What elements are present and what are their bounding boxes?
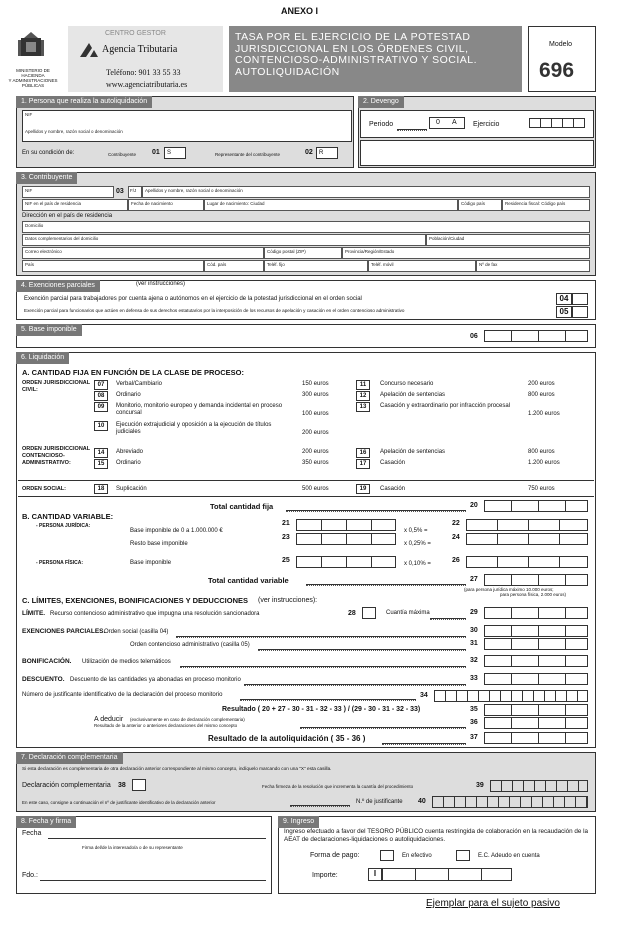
s2-periodo-a: A — [452, 119, 457, 126]
s3-poblacion-label: Población/Ciudad — [429, 236, 465, 241]
civil-right-num-13: 13 — [356, 402, 370, 412]
centro-gestor-box — [68, 26, 223, 92]
s6-total-var-label: Total cantidad variable — [208, 576, 289, 585]
cont-left-label-14: Abreviado — [116, 449, 144, 455]
s4-note: (ver instrucciones) — [136, 281, 186, 287]
s8-fecha-label: Fecha — [22, 830, 42, 837]
s6-19-price: 750 euros — [528, 486, 555, 492]
s7-njust-label: N.º de justificante — [356, 799, 403, 805]
modelo-label: Modelo — [549, 41, 572, 48]
s6-cuantia-dots — [430, 618, 466, 620]
s7-40-field[interactable] — [432, 796, 588, 808]
s3-codpais-field[interactable] — [458, 199, 502, 211]
s3-resfiscal-field[interactable] — [502, 199, 590, 211]
s1-contrib-checkbox[interactable]: S — [164, 147, 186, 159]
s3-codp-field[interactable] — [204, 260, 264, 272]
s6-adeducir-label: A deducir — [94, 716, 124, 723]
s6-34-num: 34 — [420, 692, 428, 699]
section-1-title: 1. Persona que realiza la autoliquidación — [16, 96, 152, 108]
s6-30-field[interactable] — [484, 625, 588, 637]
s9-adeudo-checkbox[interactable] — [456, 850, 470, 861]
s6-29-field[interactable] — [484, 607, 588, 619]
s3-correo-field[interactable] — [22, 247, 264, 259]
s6-36-field[interactable] — [484, 717, 588, 729]
s6-contencioso-label: ORDEN JURISDICCIONAL CONTENCIOSO-ADMINISTRATIVO: — [22, 446, 91, 466]
s6-c-note: (ver instrucciones): — [258, 597, 318, 604]
s7-38-num: 38 — [118, 782, 126, 789]
s6-total-fija-dots — [286, 510, 466, 512]
s1-contrib-label: Contribuyente — [108, 152, 137, 157]
s6-22-num: 22 — [452, 520, 460, 527]
s9-efectivo-checkbox[interactable] — [380, 850, 394, 861]
civil-left-label-09: Monitorio, monitorio europeo y demanda incidental en proceso concursal — [116, 403, 283, 416]
section-6-title: 6. Liquidación — [16, 352, 69, 364]
s7-39-field[interactable] — [490, 780, 588, 792]
s6-28-num: 28 — [348, 610, 356, 617]
coat-of-arms-icon — [18, 30, 44, 60]
s6-pf-label: - PERSONA FÍSICA: — [36, 560, 84, 566]
s6-numjust-dots — [240, 699, 416, 701]
s6-18-num: 18 — [94, 484, 108, 494]
civil-left-label-08: Ordinario — [116, 392, 141, 398]
s6-37-num: 37 — [470, 734, 478, 741]
s6-descuento-label: DESCUENTO. — [22, 676, 65, 683]
s3-cp-label: Código postal (ZIP) — [267, 249, 306, 254]
s6-max-note-2: para persona física, 2.000 euros) — [500, 592, 567, 597]
s3-03-num: 03 — [116, 188, 124, 195]
s6-resauto-dots — [382, 743, 466, 745]
agency-logo-icon — [80, 43, 98, 59]
s3-domicilio-label: Domicilio — [25, 223, 44, 228]
s2-devengo-box — [360, 110, 594, 138]
s6-max-note-1: (para persona jurídica máximo 10.000 euros; — [464, 587, 554, 592]
s6-x010-label: x 0,10% = — [404, 561, 431, 567]
cont-right-num-16: 16 — [356, 448, 370, 458]
s6-adeducir-note-2: Resultado de la anterior o anteriores declaraciones del mismo concepto — [94, 723, 238, 728]
s6-21-num: 21 — [282, 520, 290, 527]
s6-21-field[interactable] — [296, 519, 396, 531]
footer-ejemplar: Ejemplar para el sujeto pasivo — [426, 898, 560, 909]
s6-28-checkbox[interactable] — [362, 607, 376, 619]
s6-divider-2 — [18, 496, 594, 497]
s1-repr-label: Representante del contribuyente — [215, 152, 281, 157]
s6-bonif-text: Utilización de medios telemáticos — [82, 659, 171, 665]
section-7-title: 7. Declaración complementaria — [16, 752, 123, 764]
s6-24-num: 24 — [452, 534, 460, 541]
s6-33-num: 33 — [470, 675, 478, 682]
s3-lugar-label: Lugar de nacimiento: Ciudad — [207, 201, 265, 206]
s3-codpais-label: Código país — [461, 201, 486, 206]
s6-cuantia-label: Cuantía máxima — [386, 610, 430, 616]
s3-prov-field[interactable] — [342, 247, 590, 259]
s3-tmovil-label: Teléf. móvil — [371, 262, 394, 267]
civil-left-num-08: 08 — [94, 391, 108, 401]
s2-ejercicio-field[interactable] — [529, 118, 585, 128]
s6-26-field[interactable] — [466, 556, 588, 568]
centro-gestor-label: CENTRO GESTOR — [105, 30, 166, 37]
s6-descuento-dots — [244, 684, 466, 686]
s9-text: Ingreso efectuado a favor del TESORO PÚBLICO cuenta restringida de colaboración en la recaudación de la AEAT de declaraciones-liquidaciones o autoliquidaciones. — [284, 828, 589, 843]
s4-05-checkbox[interactable] — [572, 306, 588, 318]
s6-exenc1-label: Orden social (casilla 04) — [104, 629, 169, 635]
s6-18-label: Suplicación — [116, 486, 147, 492]
agency-web: www.agenciatributaria.es — [106, 80, 188, 89]
s9-importe-field[interactable] — [382, 868, 512, 881]
civil-left-price-09: 100 euros — [302, 411, 329, 417]
s6-b-title: B. CANTIDAD VARIABLE: — [22, 512, 114, 521]
s6-limite-label: LÍMITE. — [22, 610, 46, 617]
s6-exenc2-label: Orden contencioso administrativo (casilla 05) — [130, 642, 250, 648]
s7-consigne-dots — [290, 805, 350, 807]
cont-right-price-17: 1.200 euros — [528, 460, 560, 466]
cont-left-num-14: 14 — [94, 448, 108, 458]
s6-26-num: 26 — [452, 557, 460, 564]
cont-right-num-17: 17 — [356, 459, 370, 469]
s6-32-field[interactable] — [484, 655, 588, 667]
civil-right-price-11: 200 euros — [528, 381, 555, 387]
s3-tfijo-label: Teléf. fijo — [267, 262, 285, 267]
s6-35-field[interactable] — [484, 704, 588, 716]
civil-left-num-09: 09 — [94, 402, 108, 412]
s8-fdo-label: Fdo.: — [22, 872, 38, 879]
s6-a-title: A. CANTIDAD FIJA EN FUNCIÓN DE LA CLASE DE PROCESO: — [22, 368, 244, 377]
s5-base-field[interactable] — [484, 330, 588, 342]
s3-nif-field[interactable] — [22, 186, 114, 198]
ministry-line-1: MINISTERIO DE HACIENDA — [16, 68, 50, 78]
s6-27-num: 27 — [470, 576, 478, 583]
s3-name-label: Apellidos y nombre, razón social o denominación — [145, 188, 243, 193]
s9-forma-label: Forma de pago: — [310, 852, 360, 859]
civil-right-price-13: 1.200 euros — [528, 411, 560, 417]
civil-left-label-07: Verbal/Cambiario — [116, 381, 163, 387]
cont-right-price-16: 800 euros — [528, 449, 555, 455]
s6-descuento-text: Descuento de las cantidades ya abonadas en proceso monitorio — [70, 677, 241, 683]
s6-23-field[interactable] — [296, 533, 396, 545]
modelo-box — [528, 26, 596, 92]
s6-resto-label: Resto base imponible — [130, 541, 188, 547]
cont-right-label-17: Casación — [380, 460, 406, 466]
cont-right-label-16: Apelación de sentencias — [380, 449, 446, 455]
s4-04-num: 04 — [556, 293, 572, 305]
civil-left-num-10: 10 — [94, 421, 108, 431]
s1-c02-num: 02 — [305, 149, 313, 156]
ministry-line-3: PÚBLICAS — [21, 83, 45, 88]
civil-right-label-13: Casación y extraordinario por infracción procesal — [380, 403, 511, 409]
s6-31-num: 31 — [470, 640, 478, 647]
s6-27-field[interactable] — [484, 574, 588, 586]
s1-condition-label: En su condición de: — [22, 150, 75, 156]
section-9-title: 9. Ingreso — [278, 816, 319, 828]
s3-fax-field[interactable] — [476, 260, 590, 272]
s9-i-box: I — [368, 868, 382, 881]
s6-total-var-dots — [306, 584, 466, 586]
s9-adeudo-label: E.C. Adeudo en cuenta — [478, 853, 540, 859]
civil-left-price-07: 150 euros — [302, 381, 329, 387]
s9-importe-label: Importe: — [312, 872, 338, 879]
s3-cp-field[interactable] — [264, 247, 342, 259]
s7-39-num: 39 — [476, 782, 484, 789]
s3-domicilio-field[interactable] — [22, 221, 590, 233]
s6-c-title: C. LÍMITES, EXENCIONES, BONIFICACIONES Y DEDUCCIONES — [22, 596, 249, 605]
s3-codp-label: Cód. país — [207, 262, 227, 267]
s3-pais-field[interactable] — [22, 260, 204, 272]
s9-efectivo-label: En efectivo — [402, 853, 432, 859]
s6-divider-1 — [18, 480, 594, 481]
s6-22-field[interactable] — [466, 519, 588, 531]
s6-numjust-label: Número de justificante identificativo de la declaración del proceso monitorio — [22, 692, 223, 698]
s7-consigne-label: En este caso, consigne a continuación el nº de justificante identificativo de la declaración anterior — [22, 800, 216, 805]
s3-nifres-label: NIF en el país de residencia — [25, 201, 82, 206]
s6-social-label: ORDEN SOCIAL: — [22, 486, 66, 492]
cont-left-price-14: 200 euros — [302, 449, 329, 455]
s6-35-num: 35 — [470, 706, 478, 713]
s7-40-num: 40 — [418, 798, 426, 805]
s6-exenc2-dots — [258, 649, 466, 651]
s3-datos-field[interactable] — [22, 234, 426, 246]
s4-05-num: 05 — [556, 306, 572, 318]
s2-periodo-dots — [397, 129, 427, 131]
s3-fax-label: Nº de fax — [479, 262, 498, 267]
s3-correo-label: Correo electrónico — [25, 249, 62, 254]
s3-pais-label: País — [25, 262, 35, 267]
s2-periodo-label: Periodo — [369, 121, 394, 128]
s6-x05-label: x 0,5% = — [404, 528, 428, 534]
s7-38-checkbox[interactable] — [132, 779, 146, 791]
s6-adeducir-note: (exclusivamente en caso de declaración complementaria) — [130, 717, 245, 722]
s6-resultado-label: Resultado ( 20 + 27 - 30 - 31 - 32 - 33 ) / (29 - 30 - 31 - 32 - 33) — [222, 706, 421, 713]
s6-19-label: Casación — [380, 486, 406, 492]
cont-left-num-15: 15 — [94, 459, 108, 469]
s7-note: Si esta declaración es complementaria de otra declaración anterior correspondiente al mismo concepto, indíquelo marcando con una "X" esta casilla. — [22, 766, 332, 771]
s3-fecha-field[interactable] — [128, 199, 204, 211]
s6-33-field[interactable] — [484, 673, 588, 685]
civil-left-label-10: Ejecución extrajudicial y oposición a la ejecución de títulos judiciales — [116, 422, 272, 435]
section-3-title: 3. Contribuyente — [16, 172, 77, 184]
s7-firmeza-label: Fecha firmeza de la resolución que incrementa la cuantía del procedimiento — [262, 784, 414, 789]
civil-left-price-10: 200 euros — [302, 430, 329, 436]
s3-poblacion-field[interactable] — [426, 234, 590, 246]
s1-name-label: Apellidos y nombre, razón social o denominación — [25, 129, 123, 134]
s3-lugar-field[interactable] — [204, 199, 458, 211]
s2-ejercicio-label: Ejercicio — [473, 121, 500, 128]
cont-left-label-15: Ordinario — [116, 460, 141, 466]
s8-fdo-line[interactable] — [40, 880, 266, 881]
civil-left-num-07: 07 — [94, 380, 108, 390]
s6-32-num: 32 — [470, 657, 478, 664]
s6-37-field[interactable] — [484, 732, 588, 744]
s3-name-field[interactable] — [142, 186, 590, 198]
s6-basepf-label: Base imponible — [130, 560, 172, 566]
s8-fecha-line[interactable] — [48, 838, 266, 839]
s3-tmovil-field[interactable] — [368, 260, 476, 272]
section-5-title: 5. Base imponible — [16, 324, 82, 336]
s3-prov-label: Provincia/Región/Estado — [345, 249, 395, 254]
s6-29-num: 29 — [470, 609, 478, 616]
s6-limite-text: Recurso contencioso administrativo que impugna una resolución sancionadora — [50, 611, 260, 617]
s2-blank-box — [360, 140, 594, 166]
s3-dir-label: Dirección en el país de residencia — [22, 213, 113, 219]
civil-right-price-12: 800 euros — [528, 392, 555, 398]
s6-adeducir-dots — [300, 727, 466, 729]
s5-06-num: 06 — [470, 333, 478, 340]
civil-left-price-08: 300 euros — [302, 392, 329, 398]
civil-right-label-12: Apelación de sentencias — [380, 392, 446, 398]
s3-fecha-label: Fecha de nacimiento — [131, 201, 173, 206]
s3-fj-label: F/J — [130, 188, 137, 193]
s6-total-fija-label: Total cantidad fija — [210, 502, 274, 511]
s2-periodo-field[interactable] — [429, 117, 465, 129]
s6-34-field[interactable] — [434, 690, 588, 702]
s6-civil-label: ORDEN JURISDICCIONAL CIVIL: — [22, 380, 91, 393]
s6-exenc-label: EXENCIONES PARCIALES. — [22, 628, 106, 635]
s8-firma-label: Firma del/de la interesado/a o de su representante — [82, 845, 183, 850]
s6-18-price: 500 euros — [302, 486, 329, 492]
civil-right-num-11: 11 — [356, 380, 370, 390]
ministry-line-2: Y ADMINISTRACIONES — [8, 78, 58, 83]
s6-resauto-label: Resultado de la autoliquidación ( 35 - 36 ) — [208, 734, 366, 743]
s6-30-num: 30 — [470, 627, 478, 634]
s6-base1-label: Base imponible de 0 a 1.000.000 € — [130, 528, 223, 534]
s6-x025-label: x 0,25% = — [404, 541, 431, 547]
annex-label: ANEXO I — [281, 6, 319, 16]
s6-exenc1-dots — [176, 636, 466, 638]
s6-bonif-dots — [180, 666, 466, 668]
s6-20-num: 20 — [470, 502, 478, 509]
s4-exencion-1: Exención parcial para trabajadores por cuenta ajena o autónomos en el ejercicio de la potestad jurisdiccional en el orden social — [24, 296, 362, 302]
civil-right-label-11: Concurso necesario — [380, 381, 434, 387]
s4-04-checkbox[interactable] — [572, 293, 588, 305]
s7-dc-label: Declaración complementaria — [22, 782, 111, 789]
s1-nif-label: NIF — [25, 112, 33, 117]
s6-pj-label: - PERSONA JURÍDICA: — [36, 523, 91, 529]
s3-nifres-field[interactable] — [22, 199, 128, 211]
s6-bonif-label: BONIFICACIÓN. — [22, 658, 72, 665]
s1-c01-num: 01 — [152, 149, 160, 156]
s6-36-num: 36 — [470, 719, 478, 726]
s3-datos-label: Datos complementarios del domicilio — [25, 236, 99, 241]
s6-19-num: 19 — [356, 484, 370, 494]
s2-periodo-0: 0 — [436, 119, 440, 126]
agency-phone: Teléfono: 901 33 55 33 — [106, 68, 181, 77]
section-8-title: 8. Fecha y firma — [16, 816, 76, 828]
form-title: TASA POR EL EJERCICIO DE LA POTESTAD JURISDICCIONAL EN LOS ÓRDENES CIVIL, CONTENCIOSO-ADMINISTRATIVO Y SOCIAL. AUTOLIQUIDACIÓN — [229, 26, 522, 92]
s6-25-num: 25 — [282, 557, 290, 564]
civil-right-num-12: 12 — [356, 391, 370, 401]
s1-repr-checkbox[interactable]: R — [316, 147, 338, 159]
s6-24-field[interactable] — [466, 533, 588, 545]
ministry-text — [4, 68, 62, 88]
modelo-number: 696 — [539, 59, 575, 82]
s6-31-field[interactable] — [484, 638, 588, 650]
s1-name-field[interactable] — [22, 110, 352, 142]
s3-nif-label: NIF — [25, 188, 33, 193]
s3-fj-field[interactable] — [128, 186, 142, 198]
section-2-title: 2. Devengo — [358, 96, 404, 108]
cont-left-price-15: 350 euros — [302, 460, 329, 466]
s6-25-field[interactable] — [296, 556, 396, 568]
s3-resfiscal-label: Residencia fiscal: Código país — [505, 201, 566, 206]
s4-exencion-2: Exención parcial para funcionarios que actúen en defensa de sus derechos estatutarios por la interposición de los recursos de apelación y casación en el orden contencioso administrativo — [24, 308, 405, 313]
agency-name: Agencia Tributaria — [102, 44, 178, 55]
section-4-title: 4. Exenciones parciales — [16, 280, 100, 292]
s6-20-field[interactable] — [484, 500, 588, 512]
s3-tfijo-field[interactable] — [264, 260, 368, 272]
s6-23-num: 23 — [282, 534, 290, 541]
